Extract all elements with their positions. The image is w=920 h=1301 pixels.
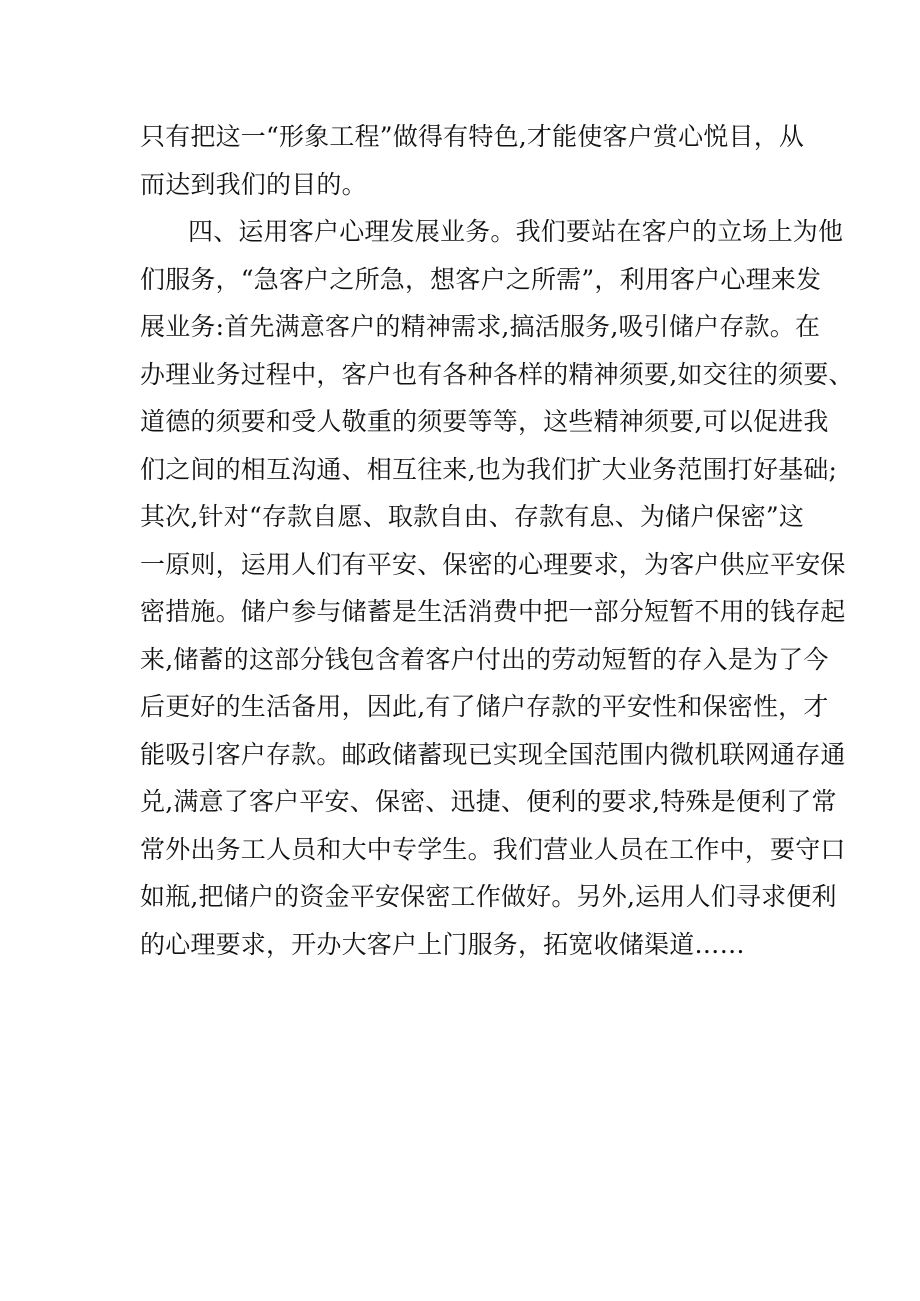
paragraph-line: 后更好的生活备用，因此,有了储户存款的平安性和保密性，才: [140, 692, 829, 721]
paragraph-line: 而达到我们的目的。: [140, 169, 367, 199]
paragraph-line: 如瓶,把储户的资金平安保密工作做好。另外,运用人们寻求便利: [140, 882, 837, 911]
paragraph-line: 一原则，运用人们有平安、保密的心理要求，为客户供应平安保: [140, 549, 846, 579]
paragraph-line: 密措施。储户参与储蓄是生活消费中把一部分短暂不用的钱存起: [140, 597, 846, 626]
paragraph-line: 其次,针对“存款自愿、取款自由、存款有息、为储户保密”这: [140, 502, 805, 531]
paragraph-line: 能吸引客户存款。邮政储蓄现已实现全国范围内微机联网通存通: [140, 739, 846, 769]
paragraph-line: 办理业务过程中，客户也有各种各样的精神须要,如交往的须要、: [140, 359, 854, 389]
paragraph-line: 四、运用客户心理发展业务。我们要站在客户的立场上为他: [188, 217, 844, 246]
paragraph-line: 展业务:首先满意客户的精神需求,搞活服务,吸引储户存款。在: [140, 312, 821, 341]
paragraph-line: 的心理要求，开办大客户上门服务，拓宽收储渠道……: [140, 929, 745, 959]
paragraph-line: 来,储蓄的这部分钱包含着客户付出的劳动短暂的存入是为了今: [140, 644, 829, 674]
paragraph-line: 兑,满意了客户平安、保密、迅捷、便利的要求,特殊是便利了常: [140, 787, 837, 816]
paragraph-image-project: [140, 113, 805, 208]
paragraph-line: 们服务，“急客户之所急，想客户之所需”，利用客户心理来发: [140, 264, 822, 294]
paragraph-customer-psychology: [140, 208, 854, 968]
paragraph-line: 只有把这一“形象工程”做得有特色,才能使客户赏心悦目，从: [140, 122, 805, 151]
paragraph-line: 道德的须要和受人敬重的须要等等，这些精神须要,可以促进我: [140, 407, 829, 436]
paragraph-line: 常外出务工人员和大中专学生。我们营业人员在工作中，要守口: [140, 834, 846, 864]
paragraph-line: 们之间的相互沟通、相互往来,也为我们扩大业务范围打好基础;: [140, 454, 838, 484]
